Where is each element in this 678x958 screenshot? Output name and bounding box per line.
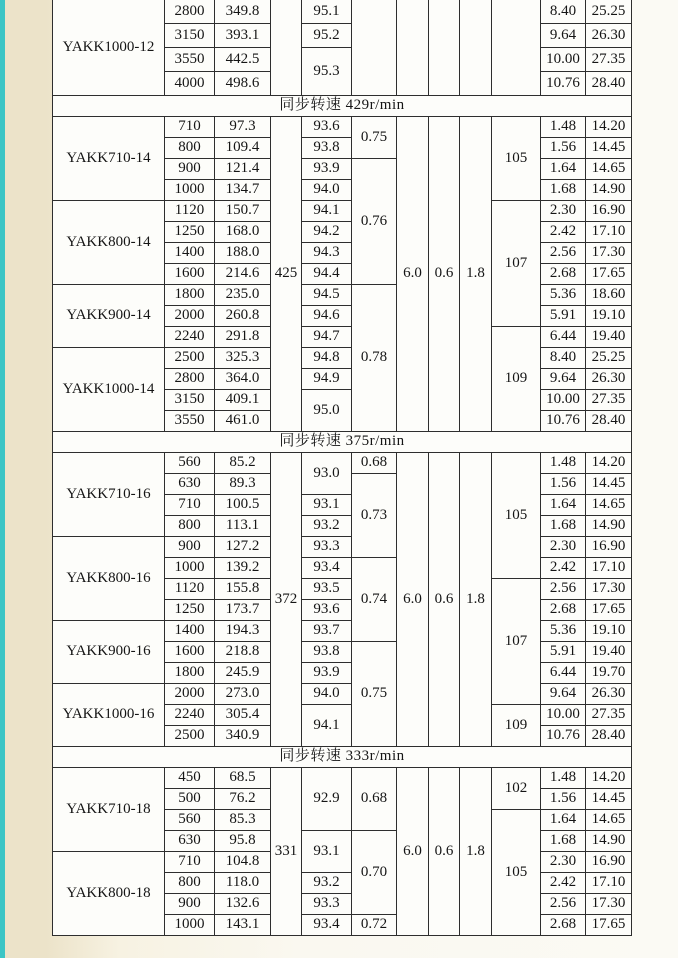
sync-speed-banner-row [53,432,632,453]
ratio-cell-1: 6.0 [397,117,429,432]
ratio-cell-1: 6.0 [397,453,429,747]
efficiency-cell: 93.8 [302,138,352,159]
model-cell: YAKK710-18 [53,768,165,852]
current-cell: 85.2 [215,453,271,474]
output-power-cell: 900 [165,159,215,180]
param-b-cell: 19.40 [586,327,632,348]
param-a-cell: 10.76 [541,72,586,96]
param-a-cell: 2.30 [541,537,586,558]
output-power-cell: 3150 [165,24,215,48]
param-b-cell: 17.30 [586,243,632,264]
current-cell: 134.7 [215,180,271,201]
param-a-cell: 2.56 [541,579,586,600]
output-power-cell: 900 [165,537,215,558]
table-row [53,684,632,705]
param-a-cell: 1.64 [541,495,586,516]
ratio-cell-3: 1.8 [460,768,492,936]
current-cell: 100.5 [215,495,271,516]
ratio-cell-3: 1.8 [460,117,492,432]
param-a-cell: 5.91 [541,642,586,663]
current-cell: 85.3 [215,810,271,831]
model-cell: YAKK1000-14 [53,348,165,432]
current-cell: 150.7 [215,201,271,222]
output-power-cell: 710 [165,495,215,516]
output-power-cell: 500 [165,789,215,810]
param-a-cell: 1.56 [541,789,586,810]
efficiency-cell: 94.0 [302,180,352,201]
efficiency-cell: 95.2 [302,24,352,48]
ratio-cell-2: 0.6 [429,768,460,936]
efficiency-cell: 93.9 [302,159,352,180]
table-row [53,537,632,558]
param-a-cell: 1.64 [541,810,586,831]
param-a-cell: 10.00 [541,705,586,726]
output-power-cell: 630 [165,474,215,495]
param-b-cell: 14.65 [586,810,632,831]
spec-table-body [53,0,632,936]
efficiency-cell: 95.1 [302,0,352,24]
motor-spec-table-wrap [52,0,632,936]
param-b-cell: 14.20 [586,453,632,474]
param-a-cell: 10.76 [541,411,586,432]
power-factor-cell: 0.78 [352,285,397,432]
efficiency-cell: 93.6 [302,600,352,621]
output-power-cell: 800 [165,873,215,894]
output-power-cell: 3550 [165,411,215,432]
power-factor-cell: 0.74 [352,558,397,642]
param-a-cell: 1.68 [541,516,586,537]
efficiency-cell: 93.1 [302,495,352,516]
param-b-cell: 17.65 [586,915,632,936]
current-cell: 364.0 [215,369,271,390]
ratio-cell-2: 0.6 [429,453,460,747]
output-power-cell: 900 [165,894,215,915]
param-b-cell: 16.90 [586,852,632,873]
current-cell: 235.0 [215,285,271,306]
output-power-cell: 2500 [165,348,215,369]
param-a-cell: 2.56 [541,243,586,264]
ratio-cell-3: 1.8 [460,453,492,747]
param-b-cell: 16.90 [586,537,632,558]
current-cell: 143.1 [215,915,271,936]
noise-cell: 105 [492,117,541,201]
efficiency-cell: 93.2 [302,516,352,537]
current-cell: 461.0 [215,411,271,432]
output-power-cell: 2800 [165,0,215,24]
param-b-cell: 18.60 [586,285,632,306]
current-cell: 139.2 [215,558,271,579]
output-power-cell: 1800 [165,663,215,684]
table-row [53,0,632,24]
ratio-cell-2: 0.6 [429,117,460,432]
efficiency-cell: 92.9 [302,768,352,831]
param-b-cell: 25.25 [586,0,632,24]
param-b-cell: 26.30 [586,24,632,48]
param-b-cell: 19.70 [586,663,632,684]
param-b-cell: 28.40 [586,72,632,96]
power-factor-cell: 0.75 [352,117,397,159]
ratio-cell-3 [460,0,492,96]
param-b-cell: 26.30 [586,369,632,390]
output-power-cell: 710 [165,117,215,138]
param-b-cell: 17.30 [586,894,632,915]
param-b-cell: 14.45 [586,474,632,495]
current-cell: 132.6 [215,894,271,915]
param-b-cell: 26.30 [586,684,632,705]
efficiency-cell: 94.0 [302,684,352,705]
output-power-cell: 1250 [165,600,215,621]
ratio-cell-1: 6.0 [397,768,429,936]
efficiency-cell: 93.7 [302,621,352,642]
rated-speed-cell: 425 [271,117,302,432]
param-b-cell: 17.30 [586,579,632,600]
current-cell: 109.4 [215,138,271,159]
efficiency-cell: 93.8 [302,642,352,663]
output-power-cell: 1400 [165,243,215,264]
noise-cell: 109 [492,327,541,432]
efficiency-cell: 94.5 [302,285,352,306]
efficiency-cell: 95.3 [302,48,352,96]
param-b-cell: 27.35 [586,390,632,411]
param-a-cell: 2.68 [541,264,586,285]
model-cell: YAKK900-16 [53,621,165,684]
noise-cell: 107 [492,201,541,327]
param-b-cell: 14.20 [586,768,632,789]
efficiency-cell: 94.3 [302,243,352,264]
output-power-cell: 1600 [165,264,215,285]
power-factor-cell: 0.68 [352,768,397,831]
current-cell: 349.8 [215,0,271,24]
sync-speed-banner: 同步转速 375r/min [53,432,632,453]
param-b-cell: 14.65 [586,495,632,516]
param-a-cell: 10.76 [541,726,586,747]
output-power-cell: 2000 [165,684,215,705]
efficiency-cell: 94.7 [302,327,352,348]
output-power-cell: 2240 [165,327,215,348]
current-cell: 76.2 [215,789,271,810]
output-power-cell: 630 [165,831,215,852]
sync-speed-banner-row [53,96,632,117]
param-a-cell: 6.44 [541,663,586,684]
output-power-cell: 1250 [165,222,215,243]
param-b-cell: 17.65 [586,264,632,285]
param-a-cell: 5.36 [541,621,586,642]
noise-cell: 105 [492,453,541,579]
efficiency-cell: 95.0 [302,390,352,432]
model-cell: YAKK800-16 [53,537,165,621]
current-cell: 291.8 [215,327,271,348]
output-power-cell: 2240 [165,705,215,726]
param-a-cell: 1.68 [541,831,586,852]
efficiency-cell: 93.0 [302,453,352,495]
param-a-cell: 8.40 [541,0,586,24]
output-power-cell: 1000 [165,558,215,579]
model-cell: YAKK800-18 [53,852,165,936]
current-cell: 104.8 [215,852,271,873]
rated-speed-cell: 331 [271,768,302,936]
model-cell: YAKK710-14 [53,117,165,201]
current-cell: 409.1 [215,390,271,411]
efficiency-cell: 93.1 [302,831,352,873]
output-power-cell: 800 [165,516,215,537]
param-b-cell: 27.35 [586,48,632,72]
param-b-cell: 14.90 [586,180,632,201]
left-accent-strip [0,0,5,958]
param-a-cell: 6.44 [541,327,586,348]
current-cell: 273.0 [215,684,271,705]
current-cell: 325.3 [215,348,271,369]
param-b-cell: 17.10 [586,222,632,243]
output-power-cell: 2000 [165,306,215,327]
current-cell: 218.8 [215,642,271,663]
param-a-cell: 1.64 [541,159,586,180]
noise-cell: 102 [492,768,541,810]
sync-speed-banner: 同步转速 429r/min [53,96,632,117]
model-cell: YAKK1000-16 [53,684,165,747]
model-cell: YAKK900-14 [53,285,165,348]
output-power-cell: 4000 [165,72,215,96]
output-power-cell: 710 [165,852,215,873]
param-a-cell: 2.42 [541,873,586,894]
efficiency-cell: 93.2 [302,873,352,894]
current-cell: 121.4 [215,159,271,180]
param-a-cell: 1.48 [541,768,586,789]
efficiency-cell: 94.1 [302,705,352,747]
efficiency-cell: 94.4 [302,264,352,285]
param-a-cell: 8.40 [541,348,586,369]
output-power-cell: 1000 [165,915,215,936]
param-a-cell: 1.56 [541,474,586,495]
model-cell: YAKK1000-12 [53,0,165,96]
param-a-cell: 1.68 [541,180,586,201]
efficiency-cell: 93.4 [302,915,352,936]
efficiency-cell: 93.3 [302,894,352,915]
current-cell: 214.6 [215,264,271,285]
param-b-cell: 19.40 [586,642,632,663]
current-cell: 95.8 [215,831,271,852]
current-cell: 260.8 [215,306,271,327]
efficiency-cell: 94.1 [302,201,352,222]
output-power-cell: 1400 [165,621,215,642]
table-row [53,621,632,642]
output-power-cell: 800 [165,138,215,159]
table-row [53,201,632,222]
noise-cell: 109 [492,705,541,747]
efficiency-cell: 94.9 [302,369,352,390]
output-power-cell: 2500 [165,726,215,747]
efficiency-cell: 94.8 [302,348,352,369]
param-b-cell: 19.10 [586,621,632,642]
current-cell: 127.2 [215,537,271,558]
param-a-cell: 5.91 [541,306,586,327]
current-cell: 113.1 [215,516,271,537]
output-power-cell: 560 [165,453,215,474]
param-a-cell: 2.42 [541,222,586,243]
current-cell: 305.4 [215,705,271,726]
power-factor-cell: 0.76 [352,159,397,285]
output-power-cell: 2800 [165,369,215,390]
current-cell: 68.5 [215,768,271,789]
param-a-cell: 2.56 [541,894,586,915]
param-b-cell: 17.10 [586,558,632,579]
param-a-cell: 1.48 [541,117,586,138]
output-power-cell: 1000 [165,180,215,201]
current-cell: 97.3 [215,117,271,138]
param-a-cell: 9.64 [541,369,586,390]
table-row [53,348,632,369]
current-cell: 498.6 [215,72,271,96]
power-factor-cell [352,0,397,96]
sync-speed-banner-row [53,747,632,768]
current-cell: 168.0 [215,222,271,243]
param-a-cell: 5.36 [541,285,586,306]
current-cell: 340.9 [215,726,271,747]
rated-speed-cell: 372 [271,453,302,747]
current-cell: 245.9 [215,663,271,684]
output-power-cell: 3150 [165,390,215,411]
noise-cell [492,0,541,96]
current-cell: 442.5 [215,48,271,72]
efficiency-cell: 93.4 [302,558,352,579]
param-a-cell: 2.30 [541,201,586,222]
output-power-cell: 1120 [165,579,215,600]
param-a-cell: 2.68 [541,600,586,621]
param-b-cell: 14.90 [586,831,632,852]
output-power-cell: 1800 [165,285,215,306]
param-b-cell: 14.90 [586,516,632,537]
model-cell: YAKK800-14 [53,201,165,285]
output-power-cell: 450 [165,768,215,789]
param-b-cell: 16.90 [586,201,632,222]
power-factor-cell: 0.68 [352,453,397,474]
rated-speed-cell [271,0,302,96]
param-b-cell: 14.20 [586,117,632,138]
noise-cell: 105 [492,810,541,936]
param-a-cell: 1.56 [541,138,586,159]
current-cell: 89.3 [215,474,271,495]
current-cell: 155.8 [215,579,271,600]
table-row [53,768,632,789]
efficiency-cell: 93.9 [302,663,352,684]
efficiency-cell: 94.6 [302,306,352,327]
param-b-cell: 28.40 [586,411,632,432]
power-factor-cell: 0.72 [352,915,397,936]
current-cell: 173.7 [215,600,271,621]
param-a-cell: 10.00 [541,48,586,72]
param-a-cell: 9.64 [541,24,586,48]
current-cell: 118.0 [215,873,271,894]
power-factor-cell: 0.70 [352,831,397,915]
sync-speed-banner: 同步转速 333r/min [53,747,632,768]
param-a-cell: 2.42 [541,558,586,579]
output-power-cell: 560 [165,810,215,831]
param-a-cell: 10.00 [541,390,586,411]
noise-cell: 107 [492,579,541,705]
current-cell: 194.3 [215,621,271,642]
motor-spec-table [52,0,632,936]
table-row [53,117,632,138]
param-a-cell: 9.64 [541,684,586,705]
output-power-cell: 3550 [165,48,215,72]
param-b-cell: 19.10 [586,306,632,327]
efficiency-cell: 93.5 [302,579,352,600]
param-a-cell: 1.48 [541,453,586,474]
param-a-cell: 2.30 [541,852,586,873]
param-b-cell: 14.65 [586,159,632,180]
param-b-cell: 25.25 [586,348,632,369]
param-b-cell: 27.35 [586,705,632,726]
param-b-cell: 17.65 [586,600,632,621]
param-a-cell: 2.68 [541,915,586,936]
ratio-cell-1 [397,0,429,96]
power-factor-cell: 0.73 [352,474,397,558]
param-b-cell: 28.40 [586,726,632,747]
efficiency-cell: 93.6 [302,117,352,138]
efficiency-cell: 94.2 [302,222,352,243]
output-power-cell: 1600 [165,642,215,663]
param-b-cell: 14.45 [586,789,632,810]
table-row [53,453,632,474]
model-cell: YAKK710-16 [53,453,165,537]
param-b-cell: 17.10 [586,873,632,894]
param-b-cell: 14.45 [586,138,632,159]
output-power-cell: 1120 [165,201,215,222]
efficiency-cell: 93.3 [302,537,352,558]
current-cell: 188.0 [215,243,271,264]
power-factor-cell: 0.75 [352,642,397,747]
current-cell: 393.1 [215,24,271,48]
table-row [53,285,632,306]
ratio-cell-2 [429,0,460,96]
